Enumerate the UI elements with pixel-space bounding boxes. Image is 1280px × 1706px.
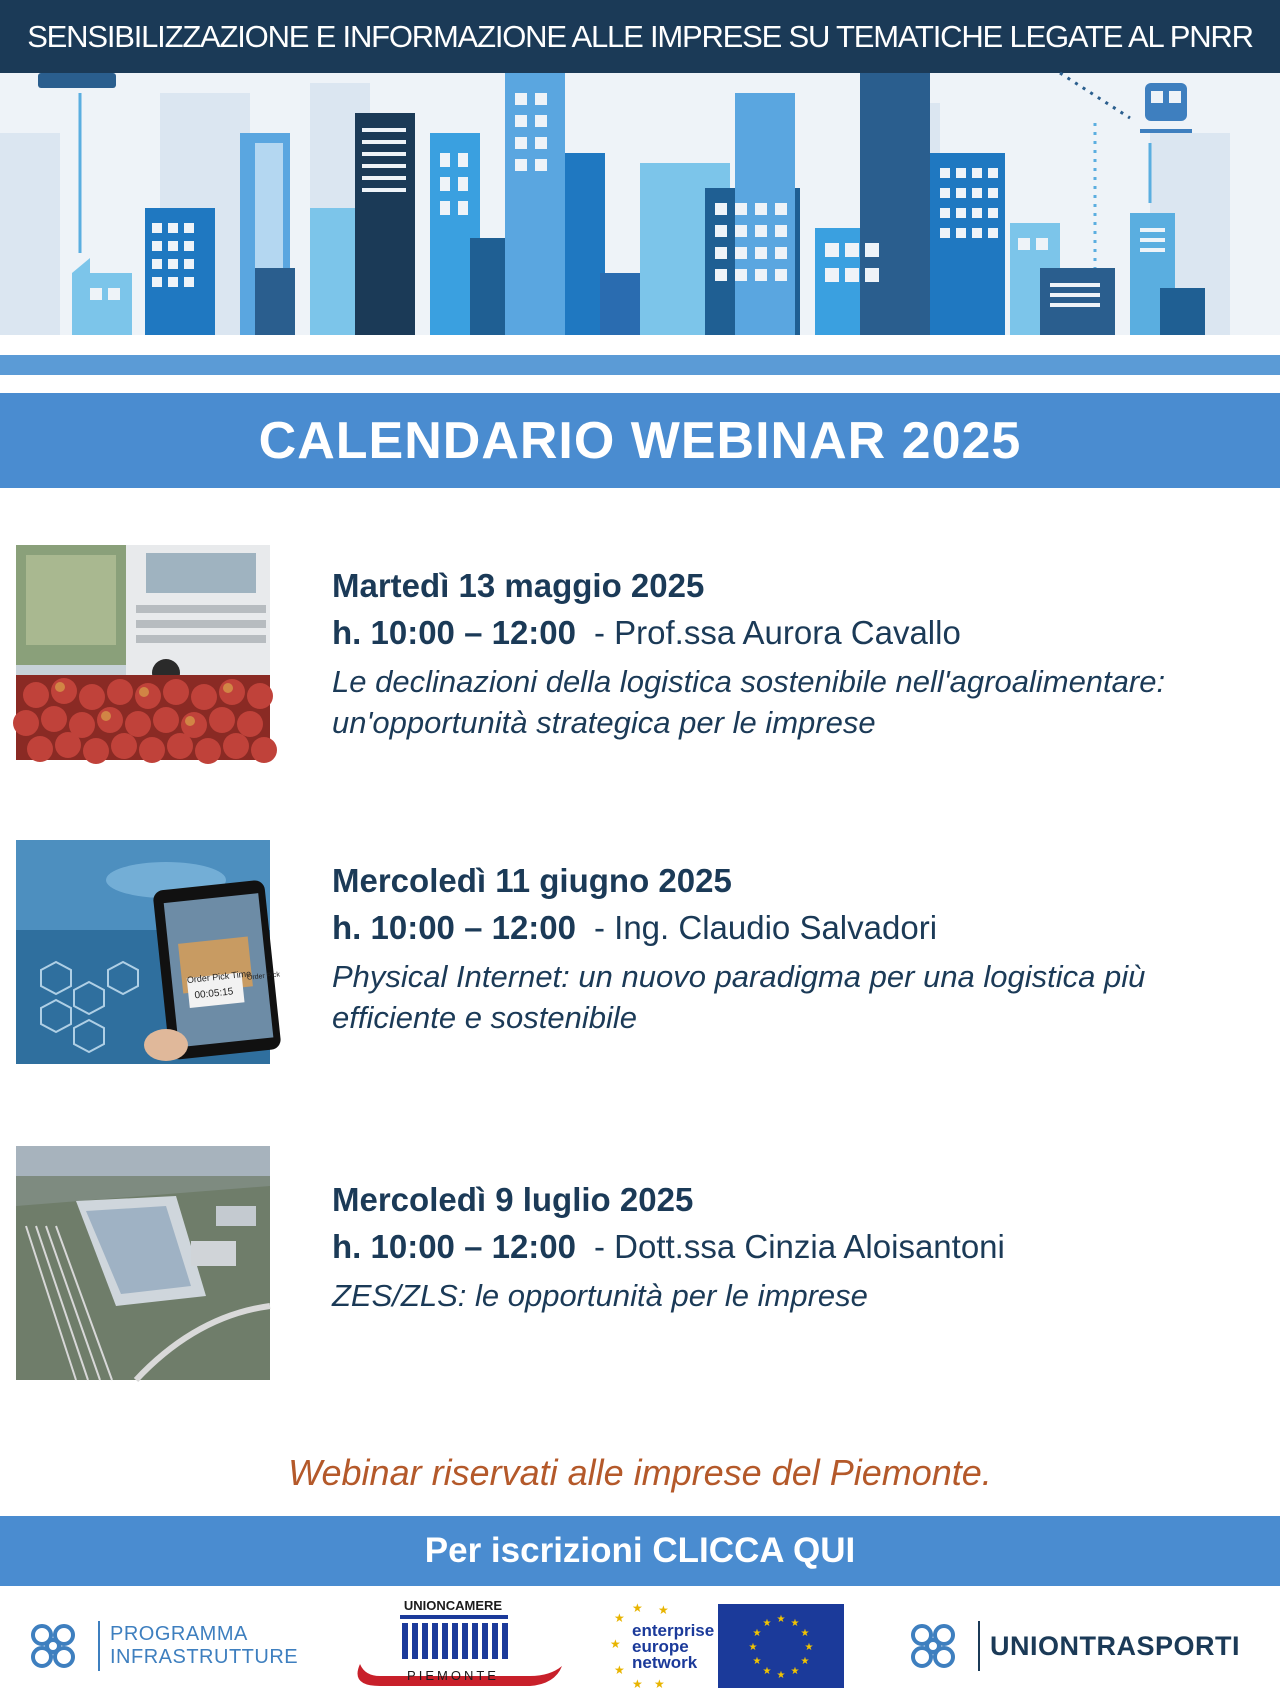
svg-text:★: ★ bbox=[614, 1663, 625, 1677]
unioncamere-top-text: UNIONCAMERE bbox=[403, 1598, 503, 1613]
unioncamere-emblem bbox=[340, 1596, 566, 1696]
blue-stripe bbox=[0, 355, 1280, 375]
event-3-title: ZES/ZLS: le opportunità per le imprese bbox=[332, 1278, 868, 1313]
calendar-title-bar bbox=[0, 393, 1280, 488]
logos-row bbox=[0, 1586, 1280, 1706]
svg-text:★: ★ bbox=[632, 1601, 643, 1615]
svg-text:★: ★ bbox=[790, 1618, 800, 1629]
event-1-image-truck-apples bbox=[16, 545, 270, 760]
programma-separator bbox=[98, 1621, 100, 1671]
uniontrasporti-separator bbox=[978, 1621, 980, 1671]
svg-text:★: ★ bbox=[800, 1656, 810, 1667]
svg-text:★: ★ bbox=[762, 1618, 772, 1629]
unioncamere-piemonte-logo bbox=[340, 1586, 566, 1706]
event-1-date: Martedì 13 maggio 2025 bbox=[332, 567, 705, 604]
svg-text:★: ★ bbox=[610, 1637, 621, 1651]
programma-infrastrutture-logo bbox=[22, 1586, 298, 1706]
white-stripe bbox=[0, 375, 1280, 393]
enterprise-europe-network-logo bbox=[608, 1586, 715, 1706]
signup-button[interactable] bbox=[0, 1516, 1280, 1586]
eu-flag-icon bbox=[718, 1604, 844, 1688]
banner-text: SENSIBILIZZAZIONE E INFORMAZIONE ALLE IMPRESE SU TEMATICHE LEGATE AL PNRR bbox=[27, 18, 1253, 54]
uniontrasporti-logo bbox=[902, 1586, 1240, 1706]
programma-text bbox=[110, 1623, 298, 1669]
event-3-date: Mercoledì 9 luglio 2025 bbox=[332, 1181, 694, 1218]
svg-text:★: ★ bbox=[748, 1642, 758, 1653]
svg-text:★: ★ bbox=[762, 1666, 772, 1677]
tablet-label-time: 00:05:15 bbox=[194, 986, 234, 1002]
svg-text:★: ★ bbox=[752, 1628, 762, 1639]
svg-text:★: ★ bbox=[776, 1670, 786, 1681]
event-2-image-tablet-logistics bbox=[16, 840, 281, 1064]
calendar-title: CALENDARIO WEBINAR 2025 bbox=[258, 411, 1022, 470]
tablet-logistics-picture bbox=[16, 840, 281, 1064]
uniontrasporti-text: UNIONTRASPORTI bbox=[990, 1630, 1240, 1661]
event-2-time: h. 10:00 – 12:00 bbox=[332, 909, 576, 946]
programma-line-2: INFRASTRUTTURE bbox=[110, 1646, 299, 1668]
event-3-speaker: - Dott.ssa Cinzia Aloisantoni bbox=[594, 1228, 1005, 1265]
tablet-label-pick: Order Pick bbox=[246, 971, 281, 982]
svg-text:★: ★ bbox=[658, 1603, 669, 1617]
event-1-speaker: - Prof.ssa Aurora Cavallo bbox=[594, 614, 961, 651]
signup-label: Per iscrizioni CLICCA QUI bbox=[424, 1531, 856, 1570]
event-3-time-line bbox=[332, 1223, 1262, 1271]
unioncamere-bottom-text: PIEMONTE bbox=[407, 1668, 499, 1683]
event-1-time-line bbox=[332, 609, 1262, 657]
knot-icon bbox=[22, 1615, 84, 1677]
event-1-text bbox=[332, 563, 1262, 743]
eu-flag-logo bbox=[718, 1586, 844, 1706]
svg-text:★: ★ bbox=[790, 1666, 800, 1677]
event-2-text bbox=[332, 858, 1262, 1038]
skyline-drawing bbox=[0, 73, 1280, 355]
een-line-2: europe bbox=[632, 1637, 689, 1656]
event-1-title: Le declinazioni della logistica sostenibile nell'agroalimentare: un'opportunità strategica per le imprese bbox=[332, 664, 1166, 740]
tablet-label-pick-time: Order Pick Time bbox=[186, 968, 252, 986]
svg-text:★: ★ bbox=[800, 1628, 810, 1639]
event-3-image-logistics-park bbox=[16, 1146, 270, 1380]
event-2-date: Mercoledì 11 giugno 2025 bbox=[332, 862, 732, 899]
svg-text:★: ★ bbox=[654, 1677, 665, 1691]
programma-line-1: PROGRAMMA bbox=[110, 1623, 248, 1645]
event-2-title: Physical Internet: un nuovo paradigma per una logistica più efficiente e sostenibile bbox=[332, 959, 1146, 1035]
event-3-time: h. 10:00 – 12:00 bbox=[332, 1228, 576, 1265]
footer-note: Webinar riservati alle imprese del Piemonte. bbox=[288, 1452, 992, 1493]
logistics-park-aerial-picture bbox=[16, 1146, 270, 1380]
een-emblem bbox=[608, 1600, 715, 1692]
een-line-3: network bbox=[632, 1653, 698, 1672]
event-2-time-line bbox=[332, 904, 1262, 952]
top-banner bbox=[0, 0, 1280, 73]
svg-text:★: ★ bbox=[632, 1677, 643, 1691]
svg-text:★: ★ bbox=[804, 1642, 814, 1653]
svg-text:★: ★ bbox=[614, 1611, 625, 1625]
event-2-speaker: - Ing. Claudio Salvadori bbox=[594, 909, 938, 946]
truck-apples-picture bbox=[16, 545, 270, 760]
event-3-text bbox=[332, 1177, 1262, 1316]
knot-icon-2 bbox=[902, 1615, 964, 1677]
svg-text:★: ★ bbox=[752, 1656, 762, 1667]
event-1-time: h. 10:00 – 12:00 bbox=[332, 614, 576, 651]
svg-text:★: ★ bbox=[776, 1614, 786, 1625]
city-skyline-illustration bbox=[0, 73, 1280, 355]
een-line-1: enterprise bbox=[632, 1621, 715, 1640]
